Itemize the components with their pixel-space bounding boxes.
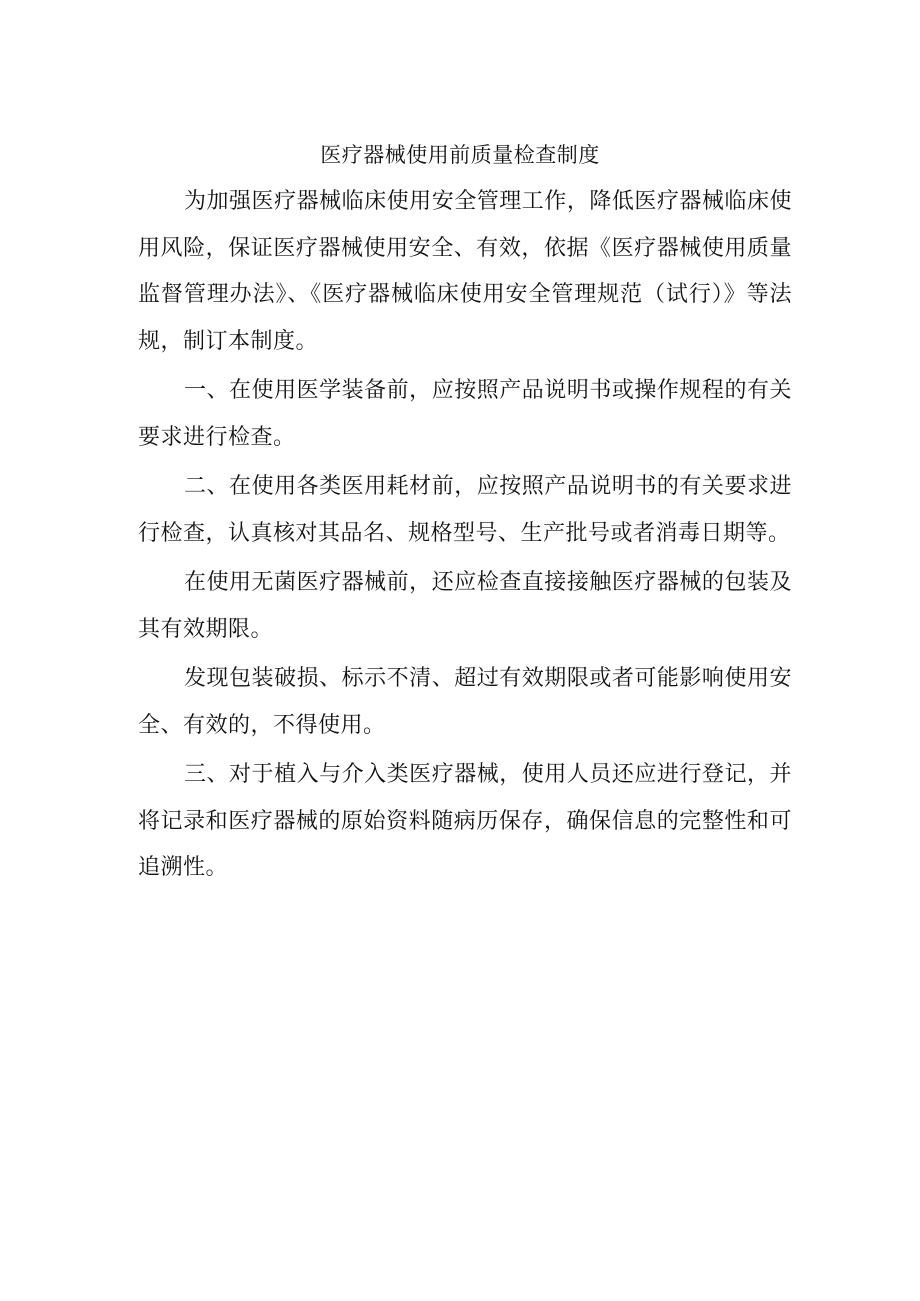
document-body [138,179,792,892]
paragraph-item-3: 三、对于植入与介入类医疗器械，使用人员还应进行登记，并将记录和医疗器械的原始资料随病历保存，确保信息的完整性和可追溯性。 [138,762,792,880]
paragraph-item-1: 一、在使用医学装备前，应按照产品说明书或操作规程的有关要求进行检查。 [138,378,792,450]
paragraph-purpose: 为加强医疗器械临床使用安全管理工作，降低医疗器械临床使用风险，保证医疗器械使用安全、有效，依据《医疗器械使用质量监督管理办法》、《医疗器械临床使用安全管理规范（试行）》等法规，制订本制度。 [138,189,792,354]
paragraph-sterile-devices: 在使用无菌医疗器械前，还应检查直接接触医疗器械的包装及其有效期限。 [138,570,792,642]
paragraph-item-2: 二、在使用各类医用耗材前，应按照产品说明书的有关要求进行检查，认真核对其品名、规格型号、生产批号或者消毒日期等。 [138,474,792,546]
paragraph-damaged-packaging: 发现包装破损、标示不清、超过有效期限或者可能影响使用安全、有效的，不得使用。 [138,666,792,738]
document-title: 医疗器械使用前质量检查制度 [320,143,600,167]
